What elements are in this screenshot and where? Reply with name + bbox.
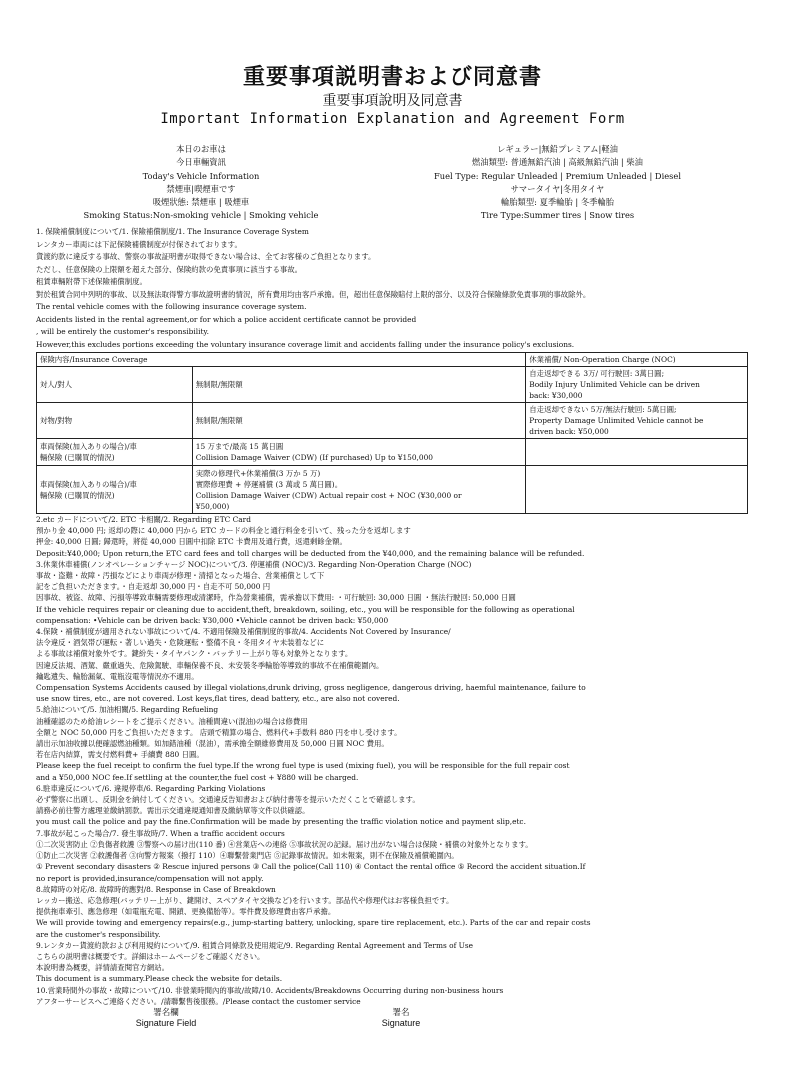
noc-line: Bodily Injury Unlimited Vehicle can be driven [529,380,700,389]
fuel-type-line: レギュラー|無鉛プレミアム|軽油 [497,144,618,154]
section-heading: 10.営業時間外の事故・故障について/10. 非營業時間內的事故/故障/10. Accidents/Breakdowns Occurring during non-business hours [36,985,504,995]
section-heading: 5.給油について/5. 加油相關/5. Regarding Refueling [36,705,219,715]
body-line: 因事故、被盜、故障、污損等導致車輛需要修理或清潔時，作為營業補償，需承擔以下費用: ・可行駛回: 30,000 日圓 ・無法行駛回: 50,000 日圓 [36,593,516,603]
fuel-type-line: Fuel Type: Regular Unleaded | Premium Unleaded | Diesel [434,170,681,181]
title-chinese: 重要事項說明及同意書 [322,93,463,109]
body-line: The rental vehicle comes with the following insurance coverage system. [36,302,307,311]
coverage-value-line: Collision Damage Waiver (CDW) (If purchased) Up to ¥150,000 [195,453,434,462]
vehicle-info-line: Today's Vehicle Information [142,170,260,181]
body-line: よる事故は補償対象外です。鍵紛失・タイヤパンク・バッテリー上がり等も対象外となります。 [36,649,353,659]
insurance-coverage-table [36,352,748,514]
section-heading: 7.事故が起こった場合/7. 發生事故時/7. When a traffic accident occurs [36,828,285,838]
title-english: Important Information Explanation and Agreement Form [160,111,625,127]
body-line: ① Prevent secondary disasters ② Rescue injured persons ③ Call the police(Call 110) ④ Contact the rental office ⑤ Record the accident situation.If [36,862,586,872]
coverage-value: 無制限/無限額 [192,403,526,439]
tire-type-line: 輪胎類型: 夏季輪胎 | 冬季輪胎 [500,197,615,208]
body-line: レンタカー車両には下記保険補償制度が付保されております。 [36,239,242,249]
table-header-row [37,353,748,367]
body-line: and a ¥50,000 NOC fee.If settling at the counter,the fuel cost + ¥880 will be charged. [36,772,359,782]
coverage-value [192,439,526,466]
body-line: you must call the police and pay the fine.Confirmation will be made by presenting the traffic violation notice and payment slip,etc. [36,817,526,827]
section-heading: 2.etc カードについて/2. ETC 卡相關/2. Regarding ETC Card [36,515,251,524]
fuel-type-line: 燃油類型: 普通無鉛汽油 | 高級無鉛汽油 | 柴油 [472,157,643,168]
table-row [37,367,748,403]
coverage-label [37,466,193,514]
noc-cell [526,403,748,439]
coverage-label-line: 輛保險 (已購買的情況) [40,453,115,462]
body-line: 本說明書為概要，詳情請查閱官方網站。 [36,963,170,973]
body-line: 記をご負担いただきます。・自走返却 30,000 円・自走不可 50,000 円 [36,582,271,592]
signature-ja: 署名 [392,1008,410,1018]
table-row [37,403,748,439]
section-heading: 8.故障時の対応/8. 故障時的應對/8. Response in Case of Breakdown [36,884,276,894]
body-line: 貨渡約款に違反する事故、警察の事故証明書が取得できない場合は、全てお客様のご負担となります。 [36,252,376,261]
noc-cell [526,466,748,514]
body-line: use snow tires, etc., are not covered. Lost keys,flat tires, dead battery, etc., are also not covered. [36,694,400,704]
signature-field-label [86,1006,246,1028]
body-line: こちらの説明書は概要です。詳細はホームページをご確認ください。 [36,951,265,961]
body-line: 提供拖車牽引、應急修理（如電瓶充電、開鎖、更換備胎等）。零件費及修理費由客戶承擔。 [36,907,336,917]
body-line: アフターサービスへご連絡ください。/請聯繫售後服務。/Please contact the customer service [36,996,361,1006]
body-line: ①二次災害防止 ②負傷者救護 ③警察への届け出(110 番) ④営業店への連絡 ⑤事故状況の記録。届け出がない場合は保険・補償の対象外となります。 [36,839,533,849]
coverage-value-line: 實際修理費 + 停運補償 (3 萬或 5 萬日圓)。 [195,479,343,489]
smoking-status-line: 禁煙車|喫煙車です [166,183,236,194]
table-header-noc: 休業補償/ Non-Operation Charge (NOC) [526,353,748,367]
coverage-label [37,439,193,466]
body-line: 對於租賃合同中列明的事故、以及無法取得警方事故證明書的情況，所有費用均由客戶承擔。但，超出任意保險賠付上限的部分、以及符合保險條款免責事項的事故除外。 [36,289,591,299]
body-line: 租賃車輛附帶下述保險補償制度。 [36,277,147,286]
tire-type-line: Tire Type:Summer tires | Snow tires [480,210,635,221]
coverage-value-line: 実際の修理代+休業補償(3 万か 5 万) [195,468,321,478]
body-line: are the customer's responsibility. [36,929,161,939]
body-line: Deposit:¥40,000; Upon return,the ETC card fees and toll charges will be deducted from the ¥40,000, and the remaining balance will be refunded. [36,548,585,558]
coverage-label-line: 輛保險 (已購買的情況) [40,490,115,500]
body-line: 預かり金 40,000 円; 返却の際に 40,000 円から ETC カードの料金と通行料金を引いて、残った分を返却します [36,526,411,536]
body-line: 必ず警察に出頭し、反則金を納付してください。交通違反告知書および納付書等を提示いただくことで確認します。 [36,795,420,805]
vehicle-info-line: 本日のお車は [176,144,226,154]
body-line: If the vehicle requires repair or cleaning due to accident,theft, breakdown, soiling, etc., you will be responsible for the following as operational [36,604,575,614]
body-line: 因違反法規、酒駕、嚴重過失、危險駕駛、車輛保養不良、未安裝冬季輪胎等導致的事故不在補償範圍內。 [36,660,384,670]
body-line: , will be entirely the customer's responsibility. [36,327,209,336]
noc-line: Property Damage Unlimited Vehicle cannot be [529,416,704,425]
body-line: 鑰匙遺失、輪胎漏氣、電瓶沒電等情況亦不適用。 [36,671,199,681]
section-heading: 1. 保険補償制度について/1. 保險補償制度/1. The Insurance Coverage System [36,227,309,236]
noc-line: 自走返却できる 3万/ 可行駛回: 3萬日圓; [529,369,665,378]
table-row [37,466,748,514]
signature-field-en: Signature Field [135,1018,197,1028]
body-line: 法令違反・酒気帯び運転・著しい過失・危険運転・整備不良・冬用タイヤ未装着などに [36,638,325,648]
body-line: We will provide towing and emergency repairs(e.g., jump-starting battery, unlocking, spare tire replacement, etc.). Parts of the car and repair costs [36,918,591,928]
signature-field-ja: 署名欄 [153,1008,179,1018]
body-line: ①防止二次災害 ②救護傷者 ③向警方報案（撥打 110）④聯繫營業門店 ⑤記錄事故情況。如未報案，則不在保險及補償範圍內。 [36,851,459,861]
coverage-label-line: 車両保険(加入ありの場合)/車 [40,479,137,489]
noc-line: driven back: ¥50,000 [529,427,609,436]
body-line: ただし、任意保険の上限額を超えた部分、保険約款の免責事項に該当する事故。 [36,264,303,274]
section-heading: 9.レンタカー貨渡約款および利用規約について/9. 租賃合同條款及使用規定/9. Regarding Rental Agreement and Terms of Use [36,940,474,950]
body-line: However,this excludes portions exceeding the voluntary insurance coverage limit and accidents falling under the insurance policy's exclusions. [36,339,575,349]
body-line: compensation: •Vehicle can be driven back: ¥30,000 •Vehicle cannot be driven back: ¥50,000 [36,615,389,625]
body-line: 若在店內結算，需支付燃料費+ 手續費 880 日圓。 [36,750,204,760]
noc-cell [526,439,748,466]
coverage-label: 対人/對人 [37,367,193,403]
section-heading: 6.駐車違反について/6. 違規停車/6. Regarding Parking Violations [36,783,266,793]
noc-cell [526,367,748,403]
coverage-value-line: ¥50,000) [195,501,230,511]
coverage-label: 対物/對物 [37,403,193,439]
body-line: Compensation Systems Accidents caused by illegal violations,drunk driving, gross negligence, dangerous driving, haemful maintenance, failure to [36,683,586,693]
coverage-label-line: 車両保険(加入ありの場合)/車 [40,442,137,451]
body-line: Accidents listed in the rental agreement,or for which a police accident certificate cannot be provided [36,314,417,324]
smoking-status-line: Smoking Status:Non-smoking vehicle | Smoking vehicle [83,210,319,221]
coverage-value [192,466,526,514]
coverage-value-line: Collision Damage Waiver (CDW) Actual repair cost + NOC (¥30,000 or [195,490,462,500]
title-japanese: 重要事項説明書および同意書 [242,64,542,90]
agreement-body [36,226,749,1007]
vehicle-info-left [36,143,366,223]
agreement-sections [36,514,749,1007]
body-line: Please keep the fuel receipt to confirm the fuel type.If the wrong fuel type is used (mixing fuel), you will be responsible for the full repair cost [36,761,570,771]
table-header-coverage: 保険内容/Insurance Coverage [37,353,526,367]
body-line: This document is a summary.Please check the website for details. [36,974,283,984]
body-line: 押金: 40,000 日圓; 歸還時，將從 40,000 日圓中扣除 ETC 卡費用及通行費，返還剩餘金額。 [36,537,347,547]
signature-en: Signature [381,1018,421,1028]
body-line: 事故・盗難・故障・汚損などにより車両が修理・清掃となった場合、営業補償として下 [36,571,325,581]
tire-type-line: サマータイヤ|冬用タイヤ [510,183,605,194]
body-line: 全額と NOC 50,000 円をご負担いただきます。 店頭で精算の場合、燃料代+手数料 880 円を申し受けます。 [36,727,402,737]
section-heading: 4.保険・補償制度が適用されない事故について/4. 不適用保險及補償制度的事故/4. Accidents Not Covered by Insurance/ [36,627,451,637]
noc-line: 自走返却できない 5万/無法行駛回: 5萬日圓; [529,405,677,414]
body-line: レッカー搬送、応急修理(バッテリー上がり、鍵開け、スペアタイヤ交換など)を行います。部品代や修理代はお客様負担です。 [36,895,454,905]
body-line: 請出示加油收據以便確認燃油種類。如加錯油種（混油），需承擔全額維修費用及 50,000 日圓 NOC 費用。 [36,739,389,749]
noc-line: back: ¥30,000 [529,391,583,400]
coverage-value-line: 15 万まで/最高 15 萬日圓 [195,442,284,451]
section-heading: 3.休業休車補償(ノンオペレーションチャージ NOC)について/3. 停運補償 (NOC)/3. Regarding Non-Operation Charge (NOC) [36,559,472,569]
smoking-status-line: 吸煙狀態: 禁煙車 | 吸煙車 [152,197,250,208]
coverage-value: 無制限/無限額 [192,367,526,403]
signature-label [326,1006,476,1028]
vehicle-info-line: 今日車輛資訊 [176,157,226,168]
body-line: 請務必前往警方處理並繳納罰款。需出示交通違規通知書及繳納單等文件以供確認。 [36,806,310,816]
body-line: no report is provided,insurance/compensation will not apply. [36,873,264,883]
table-row [37,439,748,466]
vehicle-info-right [366,143,749,223]
body-line: 油種確認のため給油レシートをご提示ください。油種間違い(混油)の場合は修費用 [36,716,308,726]
